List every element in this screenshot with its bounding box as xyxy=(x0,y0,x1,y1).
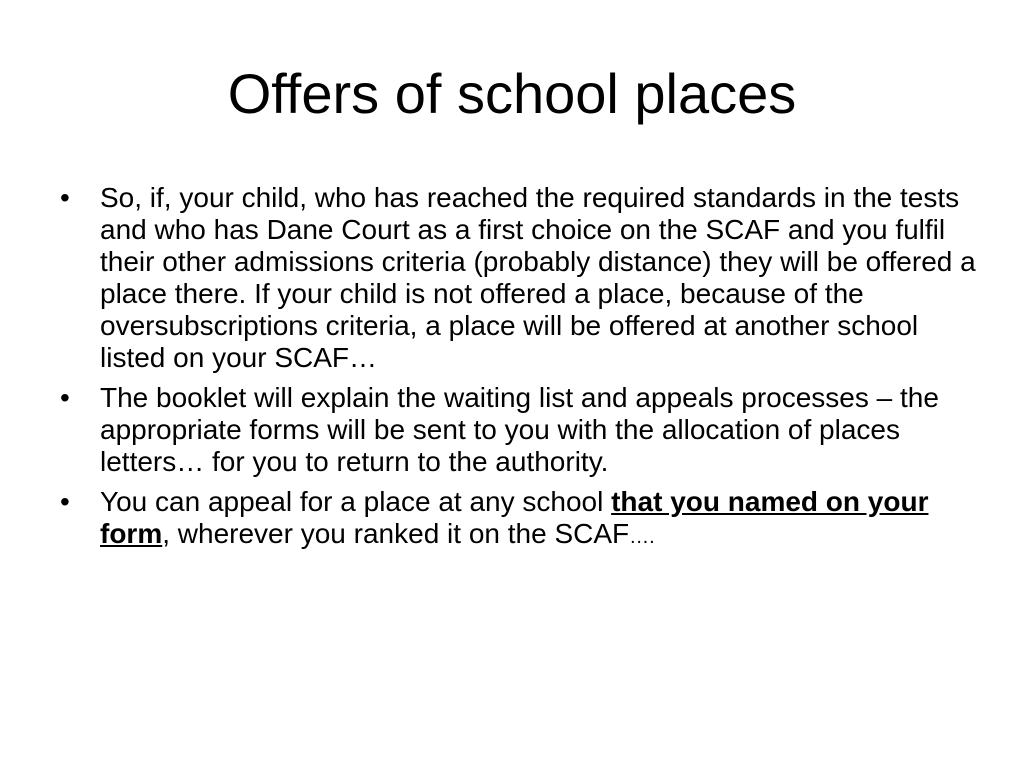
bullet-text: So, if, your child, who has reached the required standards in the tests and who has Dane Court as a first choice on the SCAF and you fulfil their other admissions criteria (probably distance) they will be offered a place there. If your child is not offered a place, because of the oversubscriptions criteria, a place will be offered at another school listed on your SCAF… xyxy=(100,182,976,373)
slide-title: Offers of school places xyxy=(227,62,797,125)
bullet-emphasis: that you named on your form xyxy=(100,486,929,549)
bullet-item xyxy=(60,382,980,478)
bullet-icon: • xyxy=(60,486,70,517)
bullet-icon: • xyxy=(60,382,70,413)
bullet-text: The booklet will explain the waiting list and appeals processes – the appropriate forms will be sent to you with the allocation of places letters… for you to return to the authority. xyxy=(100,382,939,477)
bullet-text-before: You can appeal for a place at any school xyxy=(100,486,612,517)
bullet-icon: • xyxy=(60,182,70,213)
bullet-list xyxy=(60,182,980,561)
bullet-trailing-dots: …. xyxy=(629,526,655,548)
bullet-item xyxy=(60,182,980,374)
bullet-text-after: , wherever you ranked it on the SCAF xyxy=(162,518,630,549)
bullet-item xyxy=(60,486,980,553)
